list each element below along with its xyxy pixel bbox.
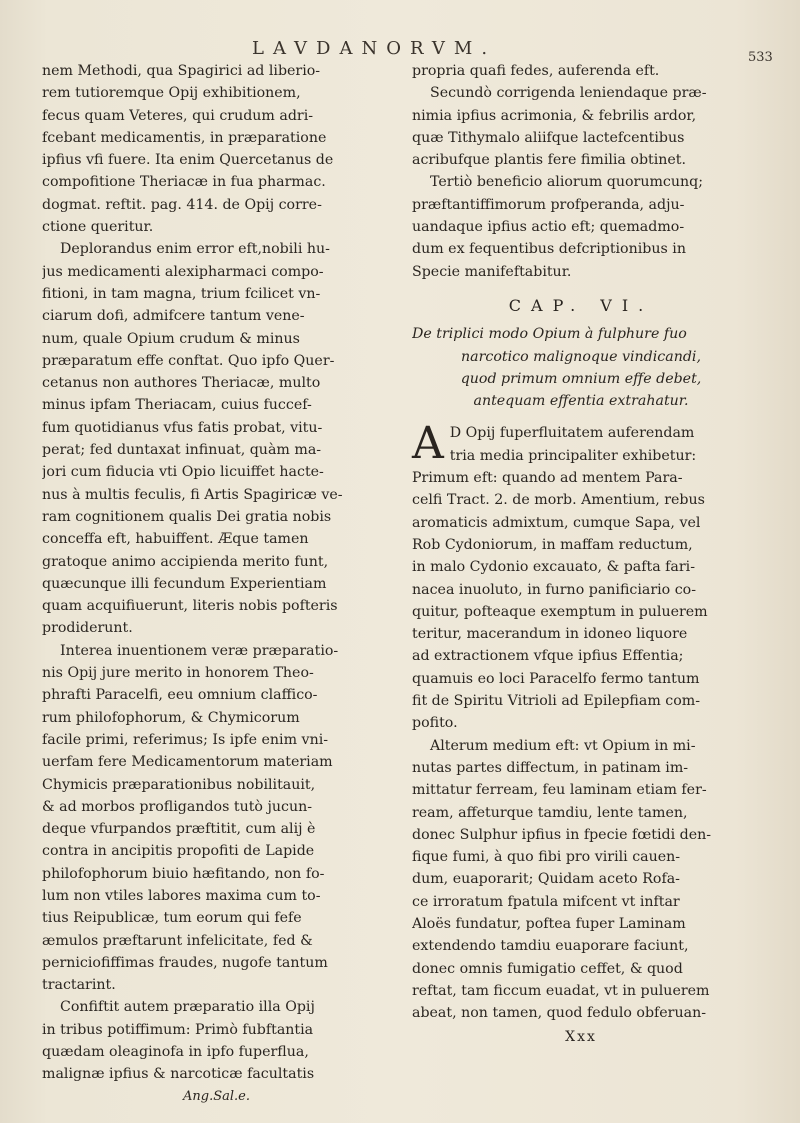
- text-line: ce irroratum fpatula mifcent vt inftar: [412, 893, 680, 910]
- text-line: in malo Cydonio excauato, & pafta fari-: [412, 559, 695, 576]
- text-line: rum philofophorum, & Chymicorum: [42, 709, 300, 726]
- left-column: [42, 60, 380, 1108]
- text-line: extendendo tamdiu euaporare faciunt,: [412, 938, 689, 955]
- text-line: fitioni, in tam magna, trium fcilicet vn-: [42, 285, 321, 302]
- text-line: Tertiò beneficio aliorum quorumcunq;: [430, 174, 704, 191]
- text-line: deque vfurpandos præftitit, cum alij è: [42, 821, 316, 838]
- text-line: quitur, pofteaque exemptum in puluerem: [412, 603, 708, 620]
- text-line: quamuis eo loci Paracelfo fermo tantum: [412, 670, 700, 687]
- text-line: fit de Spiritu Vitrioli ad Epilepfiam com-: [412, 693, 701, 710]
- text-line: quæcunque illi fecundum Experientiam: [42, 575, 327, 592]
- text-line: cetanus non authores Theriacæ, multo: [42, 375, 321, 392]
- text-line: lum non vtiles labores maxima cum to-: [42, 887, 321, 904]
- text-line: fique fumi, à quo fibi pro virili cauen-: [412, 849, 681, 866]
- text-line: D Opij fuperfluitatem auferendam: [449, 425, 695, 442]
- text-line: conceffa eft, habuiffent. Æque tamen: [42, 531, 309, 548]
- text-line: donec omnis fumigatio ceffet, & quod: [412, 960, 683, 977]
- text-line: dum ex fequentibus defcriptionibus in: [412, 241, 686, 258]
- text-line: Specie manifeftabitur.: [412, 263, 572, 280]
- text-line: uerfam fere Medicamentorum materiam: [42, 754, 333, 771]
- text-line: donec Sulphur ipfius in fpecie fœtidi den-: [412, 826, 712, 843]
- text-line: malignæ ipfius & narcoticæ facultatis: [42, 1066, 315, 1083]
- chapter-title-line: narcotico malignoque vindicandi,: [461, 348, 701, 365]
- text-line: reftat, tam ficcum euadat, vt in puluerem: [412, 982, 710, 999]
- text-line: teritur, macerandum in idoneo liquore: [412, 626, 688, 643]
- running-head: LAVDANORVM.: [252, 38, 497, 59]
- text-line: jus medicamenti alexipharmaci compo-: [42, 263, 324, 280]
- text-line: celfi Tract. 2. de morb. Amentium, rebus: [412, 492, 705, 509]
- text-line: tractarint.: [42, 977, 116, 994]
- text-line: rem tutioremque Opij exhibitionem,: [42, 85, 301, 102]
- text-line: ad extractionem vfque ipfius Effentia;: [412, 648, 684, 665]
- first-paragraph: [412, 418, 750, 470]
- text-line: mittatur ferream, feu laminam etiam fer-: [412, 782, 707, 799]
- text-line: Confiftit autem præparatio illa Opij: [60, 999, 315, 1016]
- text-line: Deplorandus enim error eft,nobili hu-: [60, 241, 330, 258]
- text-line: ram cognitionem qualis Dei gratia nobis: [42, 508, 332, 525]
- text-line: quædam oleaginofa in ipfo fuperflua,: [42, 1044, 309, 1061]
- text-line: fum quotidianus vfus fatis probat, vitu-: [42, 419, 323, 436]
- text-line: & ad morbos profligandos tutò jucun-: [42, 798, 313, 815]
- text-line: ciarum dofi, admifcere tantum vene-: [42, 308, 305, 325]
- text-line: dum, euaporarit; Quidam aceto Rofa-: [412, 871, 680, 888]
- text-line: perniciofiffimas fraudes, nugofe tantum: [42, 954, 328, 971]
- text-line: compofitione Theriacæ in fua pharmac.: [42, 174, 326, 191]
- text-line: aromaticis admixtum, cumque Sapa, vel: [412, 514, 701, 531]
- text-line: ipfius vfi fuere. Ita enim Quercetanus de: [42, 152, 334, 169]
- text-line: propria quafi fedes, auferenda eft.: [412, 63, 660, 79]
- text-line: fecus quam Veteres, qui crudum adri-: [42, 107, 314, 124]
- chapter-title-line: De triplici modo Opium à fulphure fuo: [412, 326, 687, 343]
- text-line: facile primi, referimus; Is ipfe enim vni-: [42, 731, 329, 748]
- text-line: uandaque ipfius actio eft; quemadmo-: [412, 219, 685, 236]
- page-number: 533: [748, 50, 773, 65]
- text-line: tius Reipublicæ, tum eorum qui fefe: [42, 910, 302, 927]
- text-line: ctione queritur.: [42, 219, 154, 236]
- text-line: Primum eft: quando ad mentem Para-: [412, 470, 683, 487]
- text-line: Aloës fundatur, poftea fuper Laminam: [412, 915, 686, 932]
- text-line: minus ipfam Theriacam, cuius fuccef-: [42, 397, 312, 414]
- text-line: num, quale Opium crudum & minus: [42, 330, 300, 347]
- text-line: nimia ipfius acrimonia, & febrilis ardor,: [412, 107, 697, 124]
- text-line: nus à multis feculis, fi Artis Spagiricæ ve-: [42, 486, 343, 503]
- text-line: abeat, non tamen, quod fedulo obferuan-: [412, 1005, 706, 1022]
- text-line: acribufque plantis fere fimilia obtinet.: [412, 152, 687, 169]
- text-line: perat; fed duntaxat infinuat, quàm ma-: [42, 442, 322, 459]
- text-line: ream, affeturque tamdiu, lente tamen,: [412, 804, 688, 821]
- text-line: Chymicis præparationibus nobilitauit,: [42, 776, 316, 793]
- text-line: pofito.: [412, 715, 458, 732]
- text-line: jori cum fiducia vti Opio licuiffet hacte-: [42, 464, 324, 481]
- text-line: Alterum medium eft: vt Opium in mi-: [430, 737, 696, 754]
- text-line: in tribus potiffimum: Primò fubftantia: [42, 1021, 314, 1038]
- text-line: phrafti Paracelfi, eeu omnium claffico-: [42, 687, 318, 704]
- drop-cap: A: [412, 418, 444, 470]
- signature-mark: Xxx: [565, 1029, 597, 1046]
- spacer: [412, 412, 750, 422]
- text-line: prodiderunt.: [42, 620, 133, 637]
- text-line: contra in ancipitis propofiti de Lapide: [42, 843, 315, 860]
- text-line: philofophorum biuio hæfitando, non fo-: [42, 865, 325, 882]
- text-line: dogmat. reftit. pag. 414. de Opij corre-: [42, 196, 322, 213]
- text-line: tria media principaliter exhibetur:: [449, 447, 697, 464]
- chapter-title-line: antequam effentia extrahatur.: [473, 393, 689, 410]
- text-line: nacea inuoluto, in furno panificiario co-: [412, 581, 697, 598]
- text-line: Interea inuentionem veræ præparatio-: [60, 642, 339, 659]
- chapter-heading: CAP. VI.: [508, 295, 654, 315]
- text-line: nem Methodi, qua Spagirici ad liberio-: [42, 63, 321, 79]
- text-line: æmulos præftarunt infelicitate, fed &: [42, 932, 313, 949]
- text-line: quam acquifiuerunt, literis nobis pofteris: [42, 598, 338, 615]
- text-line: gratoque animo accipienda merito funt,: [42, 553, 329, 570]
- right-column: [412, 60, 750, 1049]
- text-line: fcebant medicamentis, in præparatione: [42, 129, 327, 146]
- text-line: quæ Tithymalo aliifque lactefcentibus: [412, 129, 685, 146]
- text-line: Rob Cydoniorum, in maffam reductum,: [412, 536, 693, 553]
- chapter-title-line: quod primum omnium effe debet,: [460, 370, 702, 387]
- text-line: Secundò corrigenda leniendaque præ-: [430, 85, 707, 102]
- catchword: Ang.Sal.e.: [183, 1088, 250, 1104]
- text-line: præftantiffimorum profperanda, adju-: [412, 196, 685, 213]
- text-line: nis Opij jure merito in honorem Theo-: [42, 665, 314, 682]
- text-line: nutas partes diffectum, in patinam im-: [412, 759, 689, 776]
- text-line: præparatum effe conftat. Quo ipfo Quer-: [42, 352, 335, 369]
